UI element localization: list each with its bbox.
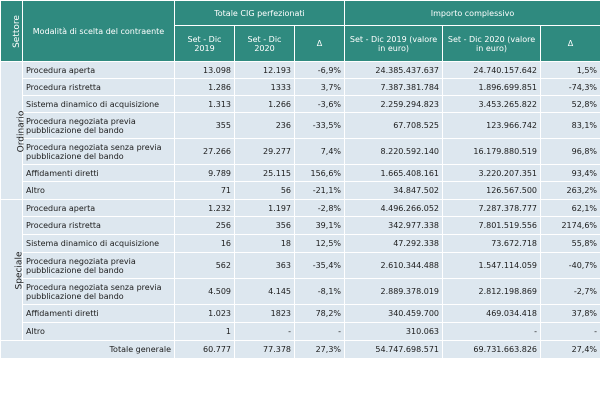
total-row — [1, 341, 601, 359]
cig-2019: 9.789 — [175, 165, 235, 182]
imp-2019: 8.220.592.140 — [345, 139, 443, 165]
table-row — [1, 323, 601, 341]
imp-delta: 37,8% — [541, 305, 601, 323]
imp-2020: 16.179.880.519 — [443, 139, 541, 165]
cig-2019: 355 — [175, 113, 235, 139]
total-cig-2019: 60.777 — [175, 341, 235, 359]
section-label: Speciale — [1, 200, 23, 341]
cig-2020: 18 — [235, 235, 295, 253]
imp-2020: 7.287.378.777 — [443, 200, 541, 217]
cig-2020: 1.266 — [235, 96, 295, 113]
row-label: Procedura negoziata senza previa pubblicazione del bando — [23, 139, 175, 165]
imp-2020: 469.034.418 — [443, 305, 541, 323]
imp-delta: 55,8% — [541, 235, 601, 253]
imp-delta: 52,8% — [541, 96, 601, 113]
cig-2019: 256 — [175, 217, 235, 235]
row-label: Procedura ristretta — [23, 217, 175, 235]
cig-2020: 12.193 — [235, 62, 295, 79]
imp-2019: 340.459.700 — [345, 305, 443, 323]
cig-delta: -33,5% — [295, 113, 345, 139]
row-label: Sistema dinamico di acquisizione — [23, 235, 175, 253]
total-imp-2020: 69.731.663.826 — [443, 341, 541, 359]
cig-delta: -6,9% — [295, 62, 345, 79]
section-label: Ordinario — [1, 62, 23, 200]
cig-2020: 29.277 — [235, 139, 295, 165]
imp-delta: -74,3% — [541, 79, 601, 96]
header-imp-delta: Δ — [541, 26, 601, 62]
cig-2019: 71 — [175, 182, 235, 200]
imp-delta: 83,1% — [541, 113, 601, 139]
row-label: Altro — [23, 323, 175, 341]
row-label: Altro — [23, 182, 175, 200]
row-label: Affidamenti diretti — [23, 165, 175, 182]
header-totale-cig: Totale CIG perfezionati — [175, 1, 345, 26]
imp-delta: 2174,6% — [541, 217, 601, 235]
cig-2020: 25.115 — [235, 165, 295, 182]
cig-2019: 1 — [175, 323, 235, 341]
table-row — [1, 253, 601, 279]
cig-delta: -35,4% — [295, 253, 345, 279]
table-row — [1, 139, 601, 165]
cig-delta: 3,7% — [295, 79, 345, 96]
total-cig-delta: 27,3% — [295, 341, 345, 359]
header-imp-2019: Set - Dic 2019 (valore in euro) — [345, 26, 443, 62]
cig-2019: 16 — [175, 235, 235, 253]
header-cig-2020: Set - Dic 2020 — [235, 26, 295, 62]
imp-2020: 126.567.500 — [443, 182, 541, 200]
table-row — [1, 235, 601, 253]
imp-2019: 2.889.378.019 — [345, 279, 443, 305]
cig-2019: 4.509 — [175, 279, 235, 305]
header-settore: Settore — [1, 1, 23, 62]
imp-2020: 1.896.699.851 — [443, 79, 541, 96]
imp-2020: 7.801.519.556 — [443, 217, 541, 235]
cig-delta: -21,1% — [295, 182, 345, 200]
imp-delta: -40,7% — [541, 253, 601, 279]
imp-2020: 123.966.742 — [443, 113, 541, 139]
cig-2020: 356 — [235, 217, 295, 235]
imp-2019: 310.063 — [345, 323, 443, 341]
imp-delta: - — [541, 323, 601, 341]
imp-2020: - — [443, 323, 541, 341]
row-label: Procedura negoziata senza previa pubblicazione del bando — [23, 279, 175, 305]
cig-2019: 1.023 — [175, 305, 235, 323]
cig-2019: 1.313 — [175, 96, 235, 113]
imp-2019: 1.665.408.161 — [345, 165, 443, 182]
cig-2019: 562 — [175, 253, 235, 279]
table-row — [1, 62, 601, 79]
row-label: Procedura aperta — [23, 200, 175, 217]
header-importo: Importo complessivo — [345, 1, 601, 26]
cig-delta: -3,6% — [295, 96, 345, 113]
cig-2020: 1.197 — [235, 200, 295, 217]
imp-2020: 1.547.114.059 — [443, 253, 541, 279]
table-row — [1, 305, 601, 323]
cig-2019: 13.098 — [175, 62, 235, 79]
table-row — [1, 165, 601, 182]
cig-2019: 27.266 — [175, 139, 235, 165]
cig-delta: -8,1% — [295, 279, 345, 305]
cig-2020: 363 — [235, 253, 295, 279]
imp-2020: 2.812.198.869 — [443, 279, 541, 305]
imp-2020: 24.740.157.642 — [443, 62, 541, 79]
cig-delta: -2,8% — [295, 200, 345, 217]
total-cig-2020: 77.378 — [235, 341, 295, 359]
total-label: Totale generale — [1, 341, 175, 359]
cig-2020: 4.145 — [235, 279, 295, 305]
imp-2019: 4.496.266.052 — [345, 200, 443, 217]
row-label: Procedura negoziata previa pubblicazione del bando — [23, 113, 175, 139]
imp-2019: 67.708.525 — [345, 113, 443, 139]
imp-delta: 1,5% — [541, 62, 601, 79]
table-row — [1, 217, 601, 235]
table-row — [1, 200, 601, 217]
imp-2019: 47.292.338 — [345, 235, 443, 253]
imp-2019: 24.385.437.637 — [345, 62, 443, 79]
header-modalita: Modalità di scelta del contraente — [23, 1, 175, 62]
cig-delta: 78,2% — [295, 305, 345, 323]
cig-2019: 1.232 — [175, 200, 235, 217]
table-body — [1, 62, 601, 341]
imp-delta: 263,2% — [541, 182, 601, 200]
table-row — [1, 182, 601, 200]
imp-delta: -2,7% — [541, 279, 601, 305]
row-label: Procedura negoziata previa pubblicazione del bando — [23, 253, 175, 279]
cig-2019: 1.286 — [175, 79, 235, 96]
imp-delta: 96,8% — [541, 139, 601, 165]
imp-2019: 342.977.338 — [345, 217, 443, 235]
row-label: Procedura aperta — [23, 62, 175, 79]
total-imp-delta: 27,4% — [541, 341, 601, 359]
cig-delta: 7,4% — [295, 139, 345, 165]
table-row — [1, 79, 601, 96]
imp-2019: 2.259.294.823 — [345, 96, 443, 113]
cig-delta: 39,1% — [295, 217, 345, 235]
cig-delta: 156,6% — [295, 165, 345, 182]
header-cig-delta: Δ — [295, 26, 345, 62]
cig-2020: 236 — [235, 113, 295, 139]
cig-2020: 56 — [235, 182, 295, 200]
imp-2019: 2.610.344.488 — [345, 253, 443, 279]
table-row — [1, 113, 601, 139]
cig-delta: 12,5% — [295, 235, 345, 253]
cig-2020: 1333 — [235, 79, 295, 96]
row-label: Affidamenti diretti — [23, 305, 175, 323]
header-imp-2020: Set - Dic 2020 (valore in euro) — [443, 26, 541, 62]
row-label: Procedura ristretta — [23, 79, 175, 96]
imp-delta: 93,4% — [541, 165, 601, 182]
header-cig-2019: Set - Dic 2019 — [175, 26, 235, 62]
row-label: Sistema dinamico di acquisizione — [23, 96, 175, 113]
cig-2020: 1823 — [235, 305, 295, 323]
imp-2019: 7.387.381.784 — [345, 79, 443, 96]
total-imp-2019: 54.747.698.571 — [345, 341, 443, 359]
imp-2020: 3.220.207.351 — [443, 165, 541, 182]
table-row — [1, 96, 601, 113]
table-row — [1, 279, 601, 305]
imp-2020: 3.453.265.822 — [443, 96, 541, 113]
cig-delta: - — [295, 323, 345, 341]
cig-2020: - — [235, 323, 295, 341]
imp-2020: 73.672.718 — [443, 235, 541, 253]
imp-delta: 62,1% — [541, 200, 601, 217]
imp-2019: 34.847.502 — [345, 182, 443, 200]
